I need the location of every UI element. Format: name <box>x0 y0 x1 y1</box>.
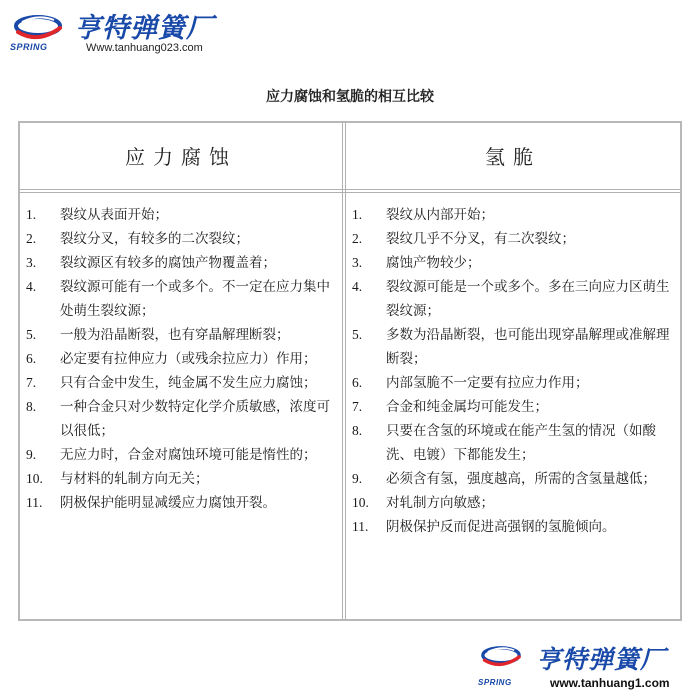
list-item <box>352 491 674 515</box>
list-item-number: 8. <box>352 423 363 438</box>
column-header-stress-corrosion: 应力腐蚀 <box>125 145 237 169</box>
list-item-text: 裂纹分叉，有较多的二次裂纹； <box>60 231 249 247</box>
list-item-number: 1. <box>352 207 363 222</box>
list-item-number: 9. <box>352 471 363 486</box>
header-divider-inner <box>20 192 680 193</box>
list-item <box>352 419 674 467</box>
list-item-number: 1. <box>26 207 37 222</box>
list-item-text: 无应力时，合金对腐蚀环境可能是惰性的； <box>60 447 317 463</box>
list-item-text: 必须含有氢，强度越高，所需的含氢量越低； <box>386 471 656 487</box>
list-item-text: 只要在含氢的环境或在能产生氢的情况（如酸洗、电镀）下都能发生； <box>386 423 656 463</box>
list-item <box>352 371 674 395</box>
list-item <box>26 275 336 323</box>
list-item-text: 阴极保护能明显减缓应力腐蚀开裂。 <box>60 495 276 511</box>
list-item-number: 9. <box>26 447 37 462</box>
list-item-number: 2. <box>352 231 363 246</box>
column-header-hydrogen-embrittlement: 氢脆 <box>485 145 541 169</box>
list-item <box>26 491 336 515</box>
list-item <box>26 347 336 371</box>
logo-company-name: 亨特弹簧厂 <box>74 13 214 44</box>
list-item-text: 裂纹几乎不分叉，有二次裂纹； <box>386 231 575 247</box>
list-item-number: 5. <box>26 327 37 342</box>
list-item-text: 与材料的轧制方向无关； <box>60 471 209 487</box>
list-item <box>352 395 674 419</box>
list-item-text: 裂纹源区有较多的腐蚀产物覆盖着； <box>60 255 276 271</box>
header-divider <box>20 189 680 190</box>
list-item <box>352 275 674 323</box>
logo-brand-word: SPRING <box>478 678 512 687</box>
list-item <box>352 227 674 251</box>
list-item <box>352 515 674 539</box>
list-item-number: 2. <box>26 231 37 246</box>
list-item-text: 必定要有拉伸应力（或残余拉应力）作用； <box>60 351 317 367</box>
list-item-text: 内部氢脆不一定要有拉应力作用； <box>386 375 589 391</box>
list-item-text: 裂纹源可能是一个或多个。多在三向应力区萌生裂纹源； <box>386 279 670 319</box>
logo-company-name: 亨特弹簧厂 <box>536 645 667 674</box>
header-logo <box>8 6 308 58</box>
list-item-number: 7. <box>26 375 37 390</box>
list-item <box>26 203 336 227</box>
list-item-number: 3. <box>352 255 363 270</box>
list-item-text: 对轧制方向敏感； <box>386 495 494 511</box>
list-item <box>26 443 336 467</box>
list-item-text: 裂纹从内部开始； <box>386 207 494 223</box>
logo-website-url: www.tanhuang1.com <box>550 676 670 690</box>
list-item-number: 10. <box>26 471 43 486</box>
logo-brand-word: SPRING <box>10 42 48 52</box>
list-item-number: 6. <box>352 375 363 390</box>
logo-website-url: Www.tanhuang023.com <box>86 42 203 54</box>
list-item-number: 4. <box>352 279 363 294</box>
stress-corrosion-list <box>26 203 336 515</box>
list-item-number: 8. <box>26 399 37 414</box>
list-item <box>26 227 336 251</box>
list-item <box>352 323 674 371</box>
list-item-text: 一种合金只对少数特定化学介质敏感，浓度可以很低； <box>60 399 330 439</box>
list-item-number: 3. <box>26 255 37 270</box>
column-divider <box>342 123 343 619</box>
list-item <box>26 395 336 443</box>
comparison-table <box>18 121 682 621</box>
list-item <box>26 371 336 395</box>
list-item-text: 多数为沿晶断裂，也可能出现穿晶解理或准解理断裂； <box>386 327 670 367</box>
footer-logo <box>476 640 700 696</box>
list-item-text: 裂纹源可能有一个或多个。不一定在应力集中处萌生裂纹源； <box>60 279 330 319</box>
list-item-text: 合金和纯金属均可能发生； <box>386 399 548 415</box>
list-item <box>26 251 336 275</box>
hydrogen-embrittlement-list <box>352 203 674 539</box>
list-item-text: 腐蚀产物较少； <box>386 255 481 271</box>
list-item-number: 6. <box>26 351 37 366</box>
list-item <box>352 467 674 491</box>
list-item <box>352 203 674 227</box>
list-item-number: 10. <box>352 495 369 510</box>
spring-logo-emblem-icon <box>476 642 526 680</box>
list-item-number: 11. <box>352 519 369 534</box>
list-item-text: 只有合金中发生，纯金属不发生应力腐蚀； <box>60 375 317 391</box>
list-item-number: 7. <box>352 399 363 414</box>
list-item-number: 11. <box>26 495 43 510</box>
list-item-text: 阴极保护反而促进高强钢的氢脆倾向。 <box>386 519 616 535</box>
page-title: 应力腐蚀和氢脆的相互比较 <box>266 89 434 105</box>
list-item <box>352 251 674 275</box>
list-item-text: 裂纹从表面开始； <box>60 207 168 223</box>
list-item <box>26 323 336 347</box>
list-item-number: 5. <box>352 327 363 342</box>
list-item-number: 4. <box>26 279 37 294</box>
list-item <box>26 467 336 491</box>
column-divider-inner <box>345 123 346 619</box>
list-item-text: 一般为沿晶断裂，也有穿晶解理断裂； <box>60 327 290 343</box>
